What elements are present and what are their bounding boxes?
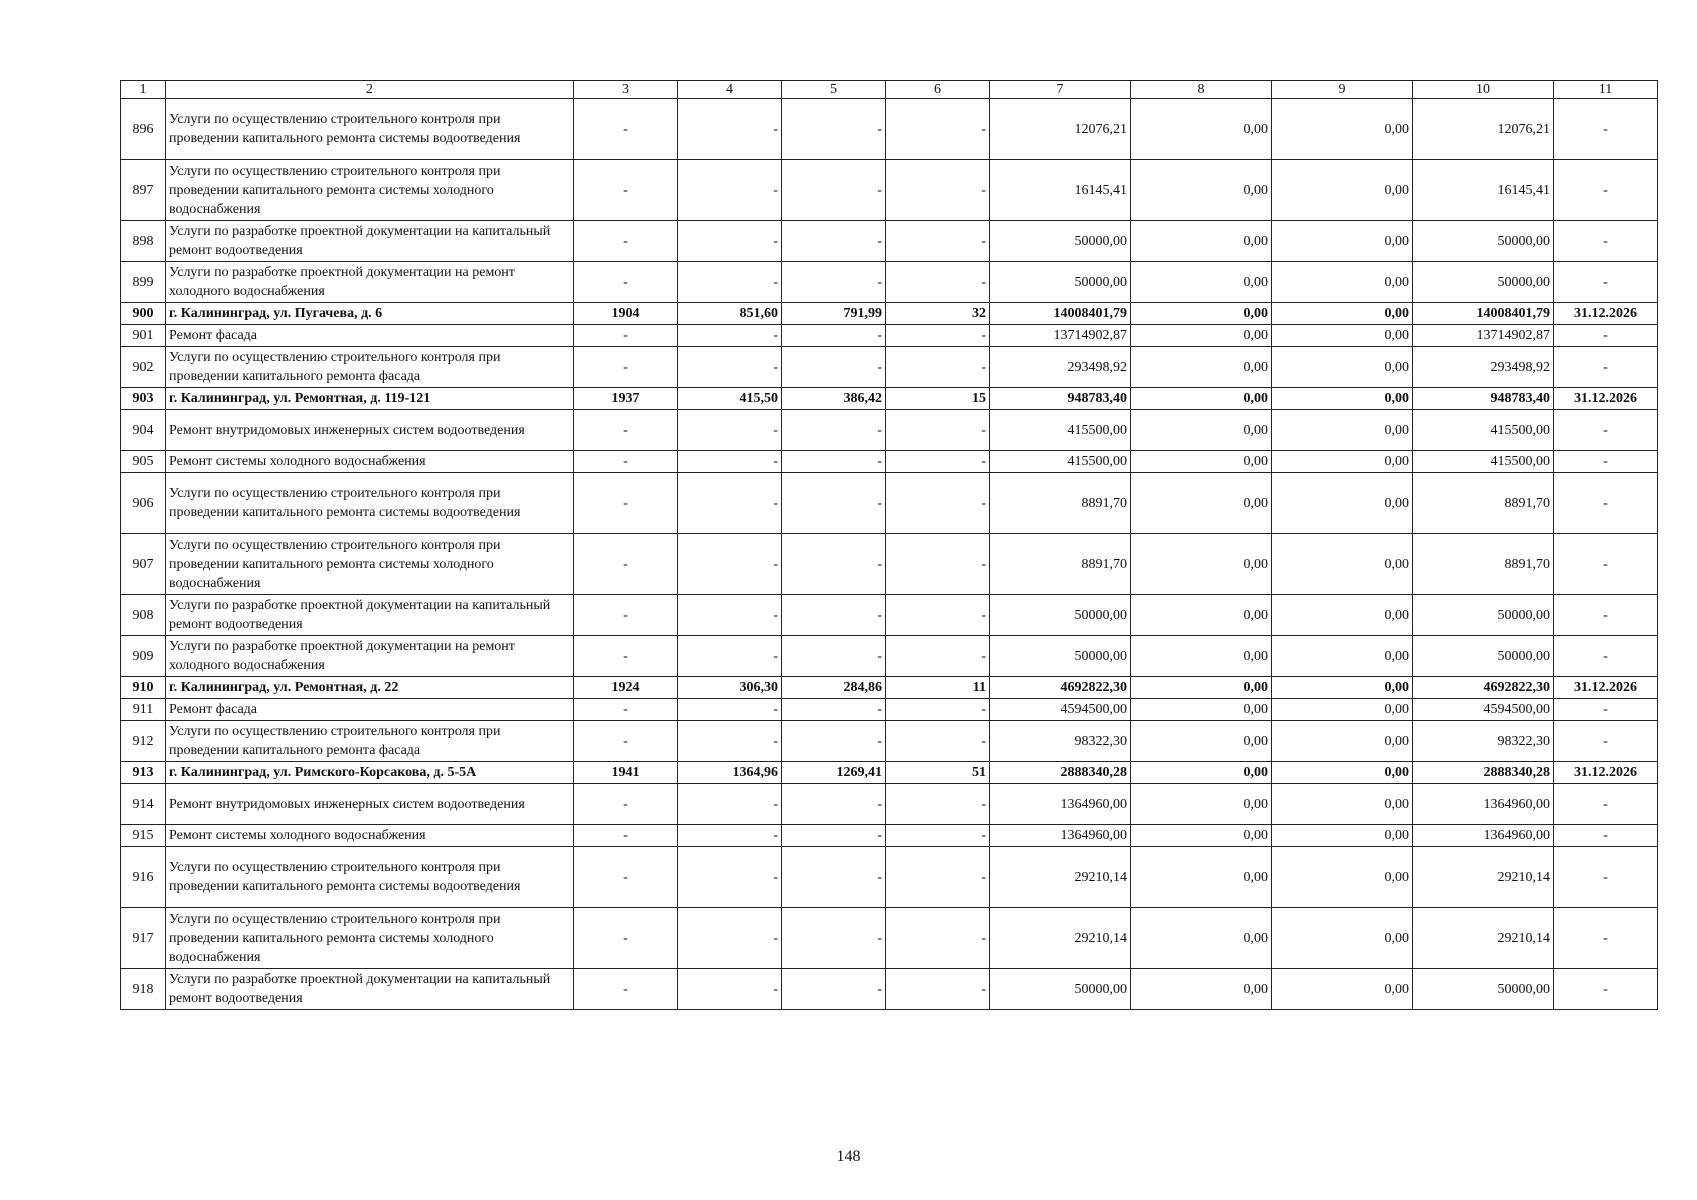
area-total-cell: - (678, 636, 782, 677)
row-number-cell: 902 (121, 347, 166, 388)
area-total-cell: - (678, 99, 782, 160)
residents-cell: - (886, 325, 990, 347)
year-cell: - (574, 534, 678, 595)
budget-source-cell: 0,00 (1272, 721, 1413, 762)
work-item-row (121, 347, 1658, 388)
deadline-cell: - (1554, 347, 1658, 388)
row-number-cell: 906 (121, 473, 166, 534)
deadline-cell: - (1554, 699, 1658, 721)
owners-funds-cell: 50000,00 (1413, 595, 1554, 636)
residents-cell: - (886, 473, 990, 534)
fund-source-cell: 0,00 (1131, 99, 1272, 160)
row-number-cell: 897 (121, 160, 166, 221)
residents-cell: - (886, 534, 990, 595)
area-living-cell: 791,99 (782, 303, 886, 325)
cost-total-cell: 8891,70 (990, 473, 1131, 534)
owners-funds-cell: 12076,21 (1413, 99, 1554, 160)
owners-funds-cell: 4692822,30 (1413, 677, 1554, 699)
budget-source-cell: 0,00 (1272, 677, 1413, 699)
item-name-cell: Услуги по осуществлению строительного контроля при проведении капитального ремонта фасада (166, 347, 574, 388)
cost-total-cell: 4692822,30 (990, 677, 1131, 699)
residents-cell: - (886, 595, 990, 636)
area-total-cell: - (678, 534, 782, 595)
item-name-cell: Ремонт системы холодного водоснабжения (166, 451, 574, 473)
fund-source-cell: 0,00 (1131, 325, 1272, 347)
budget-source-cell: 0,00 (1272, 636, 1413, 677)
year-cell: - (574, 636, 678, 677)
budget-source-cell: 0,00 (1272, 303, 1413, 325)
work-item-row (121, 825, 1658, 847)
area-total-cell: 1364,96 (678, 762, 782, 784)
residents-cell: - (886, 847, 990, 908)
cost-total-cell: 50000,00 (990, 636, 1131, 677)
item-name-cell: Ремонт фасада (166, 699, 574, 721)
year-cell: - (574, 99, 678, 160)
address-row (121, 677, 1658, 699)
work-item-row (121, 451, 1658, 473)
item-name-cell: Услуги по осуществлению строительного контроля при проведении капитального ремонта фасада (166, 721, 574, 762)
page-number: 148 (836, 1148, 861, 1165)
budget-source-cell: 0,00 (1272, 825, 1413, 847)
area-living-cell: - (782, 595, 886, 636)
item-name-cell: Услуги по осуществлению строительного контроля при проведении капитального ремонта системы водоотведения (166, 473, 574, 534)
year-cell: - (574, 699, 678, 721)
area-total-cell: - (678, 410, 782, 451)
owners-funds-cell: 50000,00 (1413, 636, 1554, 677)
budget-source-cell: 0,00 (1272, 473, 1413, 534)
cost-total-cell: 98322,30 (990, 721, 1131, 762)
deadline-cell: - (1554, 595, 1658, 636)
deadline-cell: - (1554, 636, 1658, 677)
deadline-cell: - (1554, 534, 1658, 595)
area-total-cell: 306,30 (678, 677, 782, 699)
cost-total-cell: 1364960,00 (990, 784, 1131, 825)
fund-source-cell: 0,00 (1131, 303, 1272, 325)
row-number-cell: 918 (121, 969, 166, 1010)
area-total-cell: - (678, 473, 782, 534)
area-living-cell: - (782, 99, 886, 160)
cost-total-cell: 50000,00 (990, 262, 1131, 303)
item-name-cell: Услуги по разработке проектной документации на ремонт холодного водоснабжения (166, 262, 574, 303)
row-number-cell: 917 (121, 908, 166, 969)
residents-cell: - (886, 347, 990, 388)
owners-funds-cell: 50000,00 (1413, 262, 1554, 303)
area-total-cell: - (678, 451, 782, 473)
area-living-cell: - (782, 347, 886, 388)
work-item-row (121, 221, 1658, 262)
work-item-row (121, 160, 1658, 221)
owners-funds-cell: 50000,00 (1413, 221, 1554, 262)
deadline-cell: - (1554, 908, 1658, 969)
budget-source-cell: 0,00 (1272, 262, 1413, 303)
budget-source-cell: 0,00 (1272, 699, 1413, 721)
work-item-row (121, 325, 1658, 347)
fund-source-cell: 0,00 (1131, 784, 1272, 825)
area-total-cell: - (678, 847, 782, 908)
fund-source-cell: 0,00 (1131, 595, 1272, 636)
residents-cell: - (886, 784, 990, 825)
owners-funds-cell: 13714902,87 (1413, 325, 1554, 347)
area-total-cell: 415,50 (678, 388, 782, 410)
item-name-cell: Ремонт внутридомовых инженерных систем водоотведения (166, 410, 574, 451)
address-row (121, 303, 1658, 325)
budget-source-cell: 0,00 (1272, 908, 1413, 969)
fund-source-cell: 0,00 (1131, 160, 1272, 221)
work-item-row (121, 847, 1658, 908)
area-living-cell: - (782, 160, 886, 221)
table-body (121, 99, 1658, 1010)
column-header: 8 (1131, 81, 1272, 99)
area-living-cell: - (782, 699, 886, 721)
area-total-cell: - (678, 825, 782, 847)
row-number-cell: 912 (121, 721, 166, 762)
year-cell: 1941 (574, 762, 678, 784)
column-header: 3 (574, 81, 678, 99)
budget-source-cell: 0,00 (1272, 347, 1413, 388)
owners-funds-cell: 29210,14 (1413, 847, 1554, 908)
owners-funds-cell: 415500,00 (1413, 410, 1554, 451)
year-cell: - (574, 221, 678, 262)
budget-source-cell: 0,00 (1272, 451, 1413, 473)
item-name-cell: Услуги по разработке проектной документации на капитальный ремонт водоотведения (166, 969, 574, 1010)
residents-cell: - (886, 410, 990, 451)
deadline-cell: - (1554, 410, 1658, 451)
fund-source-cell: 0,00 (1131, 969, 1272, 1010)
fund-source-cell: 0,00 (1131, 636, 1272, 677)
residents-cell: 15 (886, 388, 990, 410)
cost-total-cell: 8891,70 (990, 534, 1131, 595)
deadline-cell: - (1554, 473, 1658, 534)
cost-total-cell: 415500,00 (990, 410, 1131, 451)
area-living-cell: - (782, 221, 886, 262)
column-header: 6 (886, 81, 990, 99)
deadline-cell: 31.12.2026 (1554, 762, 1658, 784)
area-living-cell: - (782, 262, 886, 303)
item-name-cell: Ремонт внутридомовых инженерных систем водоотведения (166, 784, 574, 825)
deadline-cell: - (1554, 221, 1658, 262)
item-name-cell: Услуги по разработке проектной документации на капитальный ремонт водоотведения (166, 221, 574, 262)
deadline-cell: - (1554, 451, 1658, 473)
year-cell: - (574, 847, 678, 908)
year-cell: - (574, 721, 678, 762)
item-name-cell: Услуги по разработке проектной документации на капитальный ремонт водоотведения (166, 595, 574, 636)
year-cell: - (574, 262, 678, 303)
year-cell: - (574, 160, 678, 221)
cost-total-cell: 1364960,00 (990, 825, 1131, 847)
area-total-cell: - (678, 221, 782, 262)
fund-source-cell: 0,00 (1131, 221, 1272, 262)
area-total-cell: - (678, 908, 782, 969)
fund-source-cell: 0,00 (1131, 825, 1272, 847)
area-living-cell: - (782, 636, 886, 677)
residents-cell: 51 (886, 762, 990, 784)
residents-cell: - (886, 825, 990, 847)
cost-total-cell: 16145,41 (990, 160, 1131, 221)
residents-cell: - (886, 721, 990, 762)
year-cell: - (574, 410, 678, 451)
column-number-header (121, 81, 1658, 99)
cost-total-cell: 29210,14 (990, 908, 1131, 969)
cost-total-cell: 415500,00 (990, 451, 1131, 473)
deadline-cell: - (1554, 262, 1658, 303)
row-number-cell: 911 (121, 699, 166, 721)
owners-funds-cell: 16145,41 (1413, 160, 1554, 221)
row-number-cell: 913 (121, 762, 166, 784)
fund-source-cell: 0,00 (1131, 451, 1272, 473)
fund-source-cell: 0,00 (1131, 410, 1272, 451)
work-item-row (121, 410, 1658, 451)
cost-total-cell: 293498,92 (990, 347, 1131, 388)
row-number-cell: 899 (121, 262, 166, 303)
residents-cell: - (886, 221, 990, 262)
cost-total-cell: 12076,21 (990, 99, 1131, 160)
area-living-cell: - (782, 721, 886, 762)
column-header: 11 (1554, 81, 1658, 99)
column-header: 7 (990, 81, 1131, 99)
residents-cell: 11 (886, 677, 990, 699)
cost-total-cell: 29210,14 (990, 847, 1131, 908)
residents-cell: - (886, 99, 990, 160)
deadline-cell: 31.12.2026 (1554, 303, 1658, 325)
year-cell: - (574, 825, 678, 847)
row-number-cell: 898 (121, 221, 166, 262)
cost-total-cell: 13714902,87 (990, 325, 1131, 347)
cost-total-cell: 14008401,79 (990, 303, 1131, 325)
area-total-cell: - (678, 784, 782, 825)
owners-funds-cell: 50000,00 (1413, 969, 1554, 1010)
address-row (121, 388, 1658, 410)
budget-source-cell: 0,00 (1272, 762, 1413, 784)
area-total-cell: - (678, 721, 782, 762)
row-number-cell: 908 (121, 595, 166, 636)
row-number-cell: 909 (121, 636, 166, 677)
residents-cell: - (886, 262, 990, 303)
item-name-cell: г. Калининград, ул. Ремонтная, д. 119-121 (166, 388, 574, 410)
year-cell: - (574, 347, 678, 388)
area-total-cell: - (678, 969, 782, 1010)
area-living-cell: - (782, 969, 886, 1010)
item-name-cell: г. Калининград, ул. Ремонтная, д. 22 (166, 677, 574, 699)
area-living-cell: - (782, 473, 886, 534)
area-total-cell: - (678, 262, 782, 303)
fund-source-cell: 0,00 (1131, 677, 1272, 699)
item-name-cell: Услуги по осуществлению строительного контроля при проведении капитального ремонта системы водоотведения (166, 99, 574, 160)
area-total-cell: - (678, 699, 782, 721)
residents-cell: - (886, 969, 990, 1010)
row-number-cell: 905 (121, 451, 166, 473)
budget-source-cell: 0,00 (1272, 221, 1413, 262)
budget-source-cell: 0,00 (1272, 847, 1413, 908)
owners-funds-cell: 1364960,00 (1413, 825, 1554, 847)
deadline-cell: - (1554, 99, 1658, 160)
budget-source-cell: 0,00 (1272, 784, 1413, 825)
area-total-cell: - (678, 347, 782, 388)
fund-source-cell: 0,00 (1131, 847, 1272, 908)
work-item-row (121, 636, 1658, 677)
area-living-cell: 284,86 (782, 677, 886, 699)
residents-cell: 32 (886, 303, 990, 325)
year-cell: - (574, 784, 678, 825)
budget-source-cell: 0,00 (1272, 325, 1413, 347)
owners-funds-cell: 8891,70 (1413, 473, 1554, 534)
area-living-cell: - (782, 847, 886, 908)
work-item-row (121, 262, 1658, 303)
row-number-cell: 901 (121, 325, 166, 347)
owners-funds-cell: 293498,92 (1413, 347, 1554, 388)
work-item-row (121, 473, 1658, 534)
cost-total-cell: 948783,40 (990, 388, 1131, 410)
area-living-cell: - (782, 410, 886, 451)
address-row (121, 762, 1658, 784)
work-item-row (121, 721, 1658, 762)
area-living-cell: - (782, 908, 886, 969)
item-name-cell: Услуги по осуществлению строительного контроля при проведении капитального ремонта системы холодного водоснабжения (166, 534, 574, 595)
item-name-cell: Услуги по осуществлению строительного контроля при проведении капитального ремонта системы водоотведения (166, 847, 574, 908)
area-total-cell: - (678, 325, 782, 347)
work-item-row (121, 99, 1658, 160)
area-living-cell: - (782, 825, 886, 847)
area-living-cell: - (782, 534, 886, 595)
deadline-cell: - (1554, 721, 1658, 762)
column-header: 5 (782, 81, 886, 99)
deadline-cell: 31.12.2026 (1554, 388, 1658, 410)
budget-source-cell: 0,00 (1272, 388, 1413, 410)
area-living-cell: 386,42 (782, 388, 886, 410)
row-number-cell: 896 (121, 99, 166, 160)
work-item-row (121, 534, 1658, 595)
item-name-cell: г. Калининград, ул. Римского-Корсакова, д. 5-5А (166, 762, 574, 784)
fund-source-cell: 0,00 (1131, 347, 1272, 388)
work-item-row (121, 699, 1658, 721)
row-number-cell: 910 (121, 677, 166, 699)
owners-funds-cell: 4594500,00 (1413, 699, 1554, 721)
work-item-row (121, 908, 1658, 969)
area-total-cell: - (678, 160, 782, 221)
area-living-cell: 1269,41 (782, 762, 886, 784)
year-cell: 1924 (574, 677, 678, 699)
cost-total-cell: 50000,00 (990, 595, 1131, 636)
budget-source-cell: 0,00 (1272, 595, 1413, 636)
owners-funds-cell: 948783,40 (1413, 388, 1554, 410)
area-living-cell: - (782, 784, 886, 825)
deadline-cell: - (1554, 784, 1658, 825)
year-cell: - (574, 595, 678, 636)
year-cell: 1937 (574, 388, 678, 410)
area-total-cell: - (678, 595, 782, 636)
cost-total-cell: 2888340,28 (990, 762, 1131, 784)
owners-funds-cell: 2888340,28 (1413, 762, 1554, 784)
work-item-row (121, 784, 1658, 825)
item-name-cell: Услуги по осуществлению строительного контроля при проведении капитального ремонта системы холодного водоснабжения (166, 908, 574, 969)
row-number-cell: 916 (121, 847, 166, 908)
row-number-cell: 900 (121, 303, 166, 325)
year-cell: - (574, 451, 678, 473)
year-cell: - (574, 325, 678, 347)
owners-funds-cell: 1364960,00 (1413, 784, 1554, 825)
deadline-cell: - (1554, 847, 1658, 908)
cost-total-cell: 50000,00 (990, 221, 1131, 262)
budget-source-cell: 0,00 (1272, 99, 1413, 160)
item-name-cell: Услуги по осуществлению строительного контроля при проведении капитального ремонта системы холодного водоснабжения (166, 160, 574, 221)
owners-funds-cell: 14008401,79 (1413, 303, 1554, 325)
fund-source-cell: 0,00 (1131, 473, 1272, 534)
residents-cell: - (886, 636, 990, 677)
budget-source-cell: 0,00 (1272, 410, 1413, 451)
owners-funds-cell: 29210,14 (1413, 908, 1554, 969)
cost-total-cell: 50000,00 (990, 969, 1131, 1010)
fund-source-cell: 0,00 (1131, 908, 1272, 969)
row-number-cell: 914 (121, 784, 166, 825)
row-number-cell: 903 (121, 388, 166, 410)
budget-source-cell: 0,00 (1272, 534, 1413, 595)
column-header: 9 (1272, 81, 1413, 99)
fund-source-cell: 0,00 (1131, 762, 1272, 784)
row-number-cell: 915 (121, 825, 166, 847)
work-item-row (121, 595, 1658, 636)
column-header: 2 (166, 81, 574, 99)
deadline-cell: - (1554, 160, 1658, 221)
row-number-cell: 904 (121, 410, 166, 451)
year-cell: 1904 (574, 303, 678, 325)
capital-repair-table (120, 80, 1658, 1010)
area-total-cell: 851,60 (678, 303, 782, 325)
item-name-cell: Ремонт фасада (166, 325, 574, 347)
deadline-cell: - (1554, 325, 1658, 347)
year-cell: - (574, 473, 678, 534)
owners-funds-cell: 8891,70 (1413, 534, 1554, 595)
fund-source-cell: 0,00 (1131, 721, 1272, 762)
fund-source-cell: 0,00 (1131, 388, 1272, 410)
item-name-cell: г. Калининград, ул. Пугачева, д. 6 (166, 303, 574, 325)
deadline-cell: 31.12.2026 (1554, 677, 1658, 699)
owners-funds-cell: 415500,00 (1413, 451, 1554, 473)
fund-source-cell: 0,00 (1131, 262, 1272, 303)
budget-source-cell: 0,00 (1272, 969, 1413, 1010)
item-name-cell: Услуги по разработке проектной документации на ремонт холодного водоснабжения (166, 636, 574, 677)
residents-cell: - (886, 699, 990, 721)
fund-source-cell: 0,00 (1131, 699, 1272, 721)
area-living-cell: - (782, 451, 886, 473)
owners-funds-cell: 98322,30 (1413, 721, 1554, 762)
residents-cell: - (886, 451, 990, 473)
residents-cell: - (886, 908, 990, 969)
deadline-cell: - (1554, 969, 1658, 1010)
item-name-cell: Ремонт системы холодного водоснабжения (166, 825, 574, 847)
column-header: 10 (1413, 81, 1554, 99)
area-living-cell: - (782, 325, 886, 347)
deadline-cell: - (1554, 825, 1658, 847)
work-item-row (121, 969, 1658, 1010)
column-header: 1 (121, 81, 166, 99)
year-cell: - (574, 969, 678, 1010)
year-cell: - (574, 908, 678, 969)
row-number-cell: 907 (121, 534, 166, 595)
column-header: 4 (678, 81, 782, 99)
residents-cell: - (886, 160, 990, 221)
cost-total-cell: 4594500,00 (990, 699, 1131, 721)
fund-source-cell: 0,00 (1131, 534, 1272, 595)
budget-source-cell: 0,00 (1272, 160, 1413, 221)
